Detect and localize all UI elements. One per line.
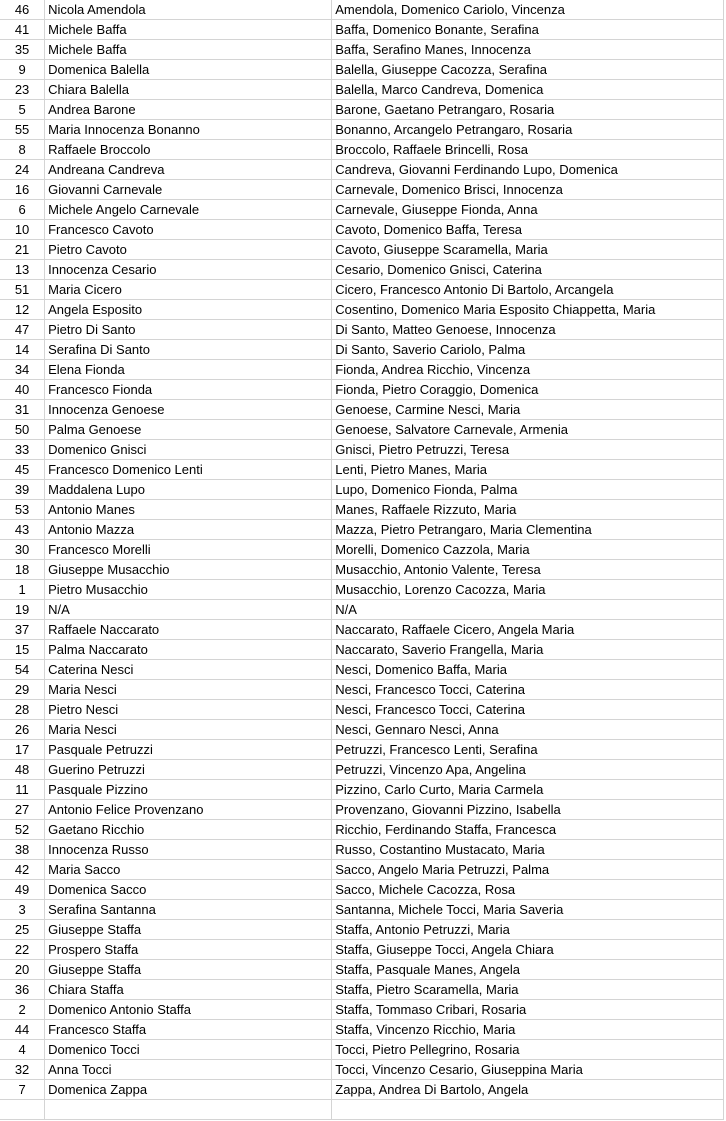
table-row bbox=[0, 40, 724, 60]
id-cell[interactable]: 52 bbox=[0, 820, 45, 840]
parents-cell[interactable]: Carnevale, Domenico Brisci, Innocenza bbox=[332, 180, 724, 200]
table-row bbox=[0, 600, 724, 620]
id-cell[interactable] bbox=[0, 1100, 45, 1120]
id-cell[interactable]: 40 bbox=[0, 380, 45, 400]
parents-cell[interactable]: N/A bbox=[332, 600, 724, 620]
table-row bbox=[0, 280, 724, 300]
name-cell[interactable]: Pietro Nesci bbox=[45, 700, 332, 720]
name-cell[interactable]: Nicola Amendola bbox=[45, 0, 332, 20]
table-row bbox=[0, 380, 724, 400]
table-row bbox=[0, 440, 724, 460]
parents-cell[interactable]: Tocci, Pietro Pellegrino, Rosaria bbox=[332, 1040, 724, 1060]
id-cell[interactable]: 7 bbox=[0, 1080, 45, 1100]
table-row bbox=[0, 360, 724, 380]
name-cell[interactable]: Maria Nesci bbox=[45, 720, 332, 740]
parents-cell[interactable]: Naccarato, Raffaele Cicero, Angela Maria bbox=[332, 620, 724, 640]
name-cell[interactable]: Maria Nesci bbox=[45, 680, 332, 700]
parents-cell[interactable]: Musacchio, Lorenzo Cacozza, Maria bbox=[332, 580, 724, 600]
id-cell[interactable]: 51 bbox=[0, 280, 45, 300]
id-cell[interactable]: 11 bbox=[0, 780, 45, 800]
name-cell[interactable]: Caterina Nesci bbox=[45, 660, 332, 680]
name-cell[interactable]: Innocenza Russo bbox=[45, 840, 332, 860]
table-row bbox=[0, 1100, 724, 1120]
name-cell[interactable]: Anna Tocci bbox=[45, 1060, 332, 1080]
name-cell[interactable]: Michele Baffa bbox=[45, 40, 332, 60]
name-cell[interactable]: Domenico Gnisci bbox=[45, 440, 332, 460]
id-cell[interactable]: 22 bbox=[0, 940, 45, 960]
parents-cell[interactable]: Cicero, Francesco Antonio Di Bartolo, Arcangela bbox=[332, 280, 724, 300]
name-cell[interactable]: Chiara Staffa bbox=[45, 980, 332, 1000]
table-row bbox=[0, 960, 724, 980]
table-row bbox=[0, 920, 724, 940]
parents-cell[interactable]: Staffa, Pasquale Manes, Angela bbox=[332, 960, 724, 980]
table-row bbox=[0, 1040, 724, 1060]
name-cell[interactable]: Maria Sacco bbox=[45, 860, 332, 880]
name-cell[interactable]: Giuseppe Staffa bbox=[45, 960, 332, 980]
name-cell[interactable]: Angela Esposito bbox=[45, 300, 332, 320]
parents-cell[interactable]: Staffa, Vincenzo Ricchio, Maria bbox=[332, 1020, 724, 1040]
id-cell[interactable]: 33 bbox=[0, 440, 45, 460]
id-cell[interactable]: 32 bbox=[0, 1060, 45, 1080]
parents-cell[interactable]: Gnisci, Pietro Petruzzi, Teresa bbox=[332, 440, 724, 460]
parents-cell[interactable]: Cesario, Domenico Gnisci, Caterina bbox=[332, 260, 724, 280]
id-cell[interactable]: 48 bbox=[0, 760, 45, 780]
id-cell[interactable]: 37 bbox=[0, 620, 45, 640]
table-row bbox=[0, 560, 724, 580]
table-row bbox=[0, 480, 724, 500]
parents-cell[interactable]: Staffa, Antonio Petruzzi, Maria bbox=[332, 920, 724, 940]
table-row bbox=[0, 580, 724, 600]
table-row bbox=[0, 780, 724, 800]
parents-cell[interactable]: Fionda, Andrea Ricchio, Vincenza bbox=[332, 360, 724, 380]
parents-cell[interactable]: Genoese, Carmine Nesci, Maria bbox=[332, 400, 724, 420]
table-row bbox=[0, 140, 724, 160]
id-cell[interactable]: 28 bbox=[0, 700, 45, 720]
name-cell[interactable]: Antonio Mazza bbox=[45, 520, 332, 540]
parents-cell[interactable]: Manes, Raffaele Rizzuto, Maria bbox=[332, 500, 724, 520]
table-row bbox=[0, 220, 724, 240]
parents-cell[interactable]: Sacco, Angelo Maria Petruzzi, Palma bbox=[332, 860, 724, 880]
id-cell[interactable]: 27 bbox=[0, 800, 45, 820]
name-cell[interactable]: Antonio Felice Provenzano bbox=[45, 800, 332, 820]
parents-cell[interactable]: Sacco, Michele Cacozza, Rosa bbox=[332, 880, 724, 900]
table-row bbox=[0, 520, 724, 540]
table-row bbox=[0, 500, 724, 520]
parents-cell[interactable]: Amendola, Domenico Cariolo, Vincenza bbox=[332, 0, 724, 20]
name-cell[interactable]: Palma Genoese bbox=[45, 420, 332, 440]
id-cell[interactable]: 3 bbox=[0, 900, 45, 920]
parents-cell[interactable]: Naccarato, Saverio Frangella, Maria bbox=[332, 640, 724, 660]
name-cell[interactable]: Raffaele Naccarato bbox=[45, 620, 332, 640]
table-row bbox=[0, 880, 724, 900]
table-row bbox=[0, 760, 724, 780]
table-row bbox=[0, 80, 724, 100]
name-cell[interactable]: Guerino Petruzzi bbox=[45, 760, 332, 780]
id-cell[interactable]: 54 bbox=[0, 660, 45, 680]
id-cell[interactable]: 25 bbox=[0, 920, 45, 940]
name-cell[interactable]: Serafina Di Santo bbox=[45, 340, 332, 360]
name-cell[interactable]: Maria Innocenza Bonanno bbox=[45, 120, 332, 140]
parents-cell[interactable]: Balella, Giuseppe Cacozza, Serafina bbox=[332, 60, 724, 80]
name-cell[interactable]: Michele Angelo Carnevale bbox=[45, 200, 332, 220]
name-cell[interactable]: Francesco Staffa bbox=[45, 1020, 332, 1040]
parents-cell[interactable]: Carnevale, Giuseppe Fionda, Anna bbox=[332, 200, 724, 220]
id-cell[interactable]: 34 bbox=[0, 360, 45, 380]
parents-cell[interactable]: Petruzzi, Francesco Lenti, Serafina bbox=[332, 740, 724, 760]
name-cell[interactable]: N/A bbox=[45, 600, 332, 620]
id-cell[interactable]: 21 bbox=[0, 240, 45, 260]
table-row bbox=[0, 1000, 724, 1020]
name-cell[interactable]: Francesco Domenico Lenti bbox=[45, 460, 332, 480]
table-row bbox=[0, 660, 724, 680]
table-row bbox=[0, 700, 724, 720]
name-cell[interactable]: Domenica Balella bbox=[45, 60, 332, 80]
id-cell[interactable]: 39 bbox=[0, 480, 45, 500]
name-cell[interactable]: Antonio Manes bbox=[45, 500, 332, 520]
parents-cell[interactable]: Baffa, Serafino Manes, Innocenza bbox=[332, 40, 724, 60]
name-cell[interactable]: Domenica Zappa bbox=[45, 1080, 332, 1100]
id-cell[interactable]: 41 bbox=[0, 20, 45, 40]
name-cell[interactable]: Chiara Balella bbox=[45, 80, 332, 100]
table-row bbox=[0, 860, 724, 880]
parents-cell[interactable]: Balella, Marco Candreva, Domenica bbox=[332, 80, 724, 100]
parents-cell[interactable] bbox=[332, 1100, 724, 1120]
id-cell[interactable]: 13 bbox=[0, 260, 45, 280]
parents-cell[interactable]: Nesci, Gennaro Nesci, Anna bbox=[332, 720, 724, 740]
id-cell[interactable]: 17 bbox=[0, 740, 45, 760]
id-cell[interactable]: 24 bbox=[0, 160, 45, 180]
id-cell[interactable]: 19 bbox=[0, 600, 45, 620]
parents-cell[interactable]: Nesci, Francesco Tocci, Caterina bbox=[332, 680, 724, 700]
id-cell[interactable]: 50 bbox=[0, 420, 45, 440]
id-cell[interactable]: 30 bbox=[0, 540, 45, 560]
name-cell[interactable]: Michele Baffa bbox=[45, 20, 332, 40]
parents-cell[interactable]: Tocci, Vincenzo Cesario, Giuseppina Maria bbox=[332, 1060, 724, 1080]
name-cell[interactable]: Francesco Fionda bbox=[45, 380, 332, 400]
parents-cell[interactable]: Genoese, Salvatore Carnevale, Armenia bbox=[332, 420, 724, 440]
id-cell[interactable]: 36 bbox=[0, 980, 45, 1000]
name-cell[interactable]: Pietro Cavoto bbox=[45, 240, 332, 260]
id-cell[interactable]: 5 bbox=[0, 100, 45, 120]
parents-cell[interactable]: Cavoto, Giuseppe Scaramella, Maria bbox=[332, 240, 724, 260]
parents-cell[interactable]: Di Santo, Saverio Cariolo, Palma bbox=[332, 340, 724, 360]
id-cell[interactable]: 1 bbox=[0, 580, 45, 600]
id-cell[interactable]: 42 bbox=[0, 860, 45, 880]
table-row bbox=[0, 800, 724, 820]
parents-cell[interactable]: Staffa, Tommaso Cribari, Rosaria bbox=[332, 1000, 724, 1020]
name-cell[interactable]: Giovanni Carnevale bbox=[45, 180, 332, 200]
name-cell[interactable]: Pietro Musacchio bbox=[45, 580, 332, 600]
name-cell[interactable]: Elena Fionda bbox=[45, 360, 332, 380]
table-row bbox=[0, 20, 724, 40]
id-cell[interactable]: 16 bbox=[0, 180, 45, 200]
name-cell[interactable]: Pietro Di Santo bbox=[45, 320, 332, 340]
table-row bbox=[0, 240, 724, 260]
table-row bbox=[0, 460, 724, 480]
name-cell[interactable]: Andrea Barone bbox=[45, 100, 332, 120]
name-cell[interactable]: Palma Naccarato bbox=[45, 640, 332, 660]
parents-cell[interactable]: Ricchio, Ferdinando Staffa, Francesca bbox=[332, 820, 724, 840]
name-cell[interactable]: Domenica Sacco bbox=[45, 880, 332, 900]
name-cell[interactable]: Maddalena Lupo bbox=[45, 480, 332, 500]
id-cell[interactable]: 45 bbox=[0, 460, 45, 480]
parents-cell[interactable]: Provenzano, Giovanni Pizzino, Isabella bbox=[332, 800, 724, 820]
name-cell[interactable]: Domenico Tocci bbox=[45, 1040, 332, 1060]
parents-cell[interactable]: Petruzzi, Vincenzo Apa, Angelina bbox=[332, 760, 724, 780]
name-cell[interactable]: Pasquale Pizzino bbox=[45, 780, 332, 800]
table-row bbox=[0, 400, 724, 420]
table-row bbox=[0, 1080, 724, 1100]
table-row bbox=[0, 740, 724, 760]
id-cell[interactable]: 46 bbox=[0, 0, 45, 20]
table-row bbox=[0, 900, 724, 920]
table-row bbox=[0, 1060, 724, 1080]
parents-cell[interactable]: Zappa, Andrea Di Bartolo, Angela bbox=[332, 1080, 724, 1100]
parents-cell[interactable]: Fionda, Pietro Coraggio, Domenica bbox=[332, 380, 724, 400]
id-cell[interactable]: 6 bbox=[0, 200, 45, 220]
table-row bbox=[0, 340, 724, 360]
table-row bbox=[0, 180, 724, 200]
name-cell[interactable]: Andreana Candreva bbox=[45, 160, 332, 180]
id-cell[interactable]: 49 bbox=[0, 880, 45, 900]
parents-cell[interactable]: Candreva, Giovanni Ferdinando Lupo, Domenica bbox=[332, 160, 724, 180]
name-cell[interactable]: Prospero Staffa bbox=[45, 940, 332, 960]
parents-cell[interactable]: Russo, Costantino Mustacato, Maria bbox=[332, 840, 724, 860]
table-row bbox=[0, 160, 724, 180]
parents-cell[interactable]: Staffa, Giuseppe Tocci, Angela Chiara bbox=[332, 940, 724, 960]
id-cell[interactable]: 29 bbox=[0, 680, 45, 700]
parents-cell[interactable]: Santanna, Michele Tocci, Maria Saveria bbox=[332, 900, 724, 920]
name-cell[interactable]: Giuseppe Staffa bbox=[45, 920, 332, 940]
parents-cell[interactable]: Baffa, Domenico Bonante, Serafina bbox=[332, 20, 724, 40]
id-cell[interactable]: 12 bbox=[0, 300, 45, 320]
id-cell[interactable]: 55 bbox=[0, 120, 45, 140]
id-cell[interactable]: 44 bbox=[0, 1020, 45, 1040]
parents-cell[interactable]: Morelli, Domenico Cazzola, Maria bbox=[332, 540, 724, 560]
parents-cell[interactable]: Cosentino, Domenico Maria Esposito Chiappetta, Maria bbox=[332, 300, 724, 320]
id-cell[interactable]: 2 bbox=[0, 1000, 45, 1020]
id-cell[interactable]: 10 bbox=[0, 220, 45, 240]
id-cell[interactable]: 9 bbox=[0, 60, 45, 80]
id-cell[interactable]: 38 bbox=[0, 840, 45, 860]
parents-cell[interactable]: Lupo, Domenico Fionda, Palma bbox=[332, 480, 724, 500]
table-row bbox=[0, 620, 724, 640]
table-row bbox=[0, 1020, 724, 1040]
parents-cell[interactable]: Mazza, Pietro Petrangaro, Maria Clementina bbox=[332, 520, 724, 540]
name-cell[interactable]: Raffaele Broccolo bbox=[45, 140, 332, 160]
id-cell[interactable]: 4 bbox=[0, 1040, 45, 1060]
parents-cell[interactable]: Lenti, Pietro Manes, Maria bbox=[332, 460, 724, 480]
parents-cell[interactable]: Bonanno, Arcangelo Petrangaro, Rosaria bbox=[332, 120, 724, 140]
id-cell[interactable]: 47 bbox=[0, 320, 45, 340]
name-cell[interactable] bbox=[45, 1100, 332, 1120]
name-cell[interactable]: Innocenza Genoese bbox=[45, 400, 332, 420]
table-row bbox=[0, 260, 724, 280]
name-cell[interactable]: Serafina Santanna bbox=[45, 900, 332, 920]
table-row bbox=[0, 300, 724, 320]
table-row bbox=[0, 200, 724, 220]
id-cell[interactable]: 20 bbox=[0, 960, 45, 980]
name-cell[interactable]: Francesco Cavoto bbox=[45, 220, 332, 240]
id-cell[interactable]: 8 bbox=[0, 140, 45, 160]
id-cell[interactable]: 23 bbox=[0, 80, 45, 100]
parents-cell[interactable]: Broccolo, Raffaele Brincelli, Rosa bbox=[332, 140, 724, 160]
id-cell[interactable]: 26 bbox=[0, 720, 45, 740]
parents-cell[interactable]: Nesci, Domenico Baffa, Maria bbox=[332, 660, 724, 680]
name-cell[interactable]: Maria Cicero bbox=[45, 280, 332, 300]
table-row bbox=[0, 720, 724, 740]
parents-cell[interactable]: Pizzino, Carlo Curto, Maria Carmela bbox=[332, 780, 724, 800]
name-cell[interactable]: Pasquale Petruzzi bbox=[45, 740, 332, 760]
parents-cell[interactable]: Musacchio, Antonio Valente, Teresa bbox=[332, 560, 724, 580]
table-row bbox=[0, 940, 724, 960]
table-row bbox=[0, 640, 724, 660]
parents-cell[interactable]: Staffa, Pietro Scaramella, Maria bbox=[332, 980, 724, 1000]
table-row bbox=[0, 820, 724, 840]
name-cell[interactable]: Francesco Morelli bbox=[45, 540, 332, 560]
name-cell[interactable]: Giuseppe Musacchio bbox=[45, 560, 332, 580]
parents-cell[interactable]: Di Santo, Matteo Genoese, Innocenza bbox=[332, 320, 724, 340]
id-cell[interactable]: 43 bbox=[0, 520, 45, 540]
name-cell[interactable]: Innocenza Cesario bbox=[45, 260, 332, 280]
table-row bbox=[0, 540, 724, 560]
table-row bbox=[0, 420, 724, 440]
table-row bbox=[0, 840, 724, 860]
id-cell[interactable]: 35 bbox=[0, 40, 45, 60]
table-row bbox=[0, 320, 724, 340]
id-cell[interactable]: 14 bbox=[0, 340, 45, 360]
table-row bbox=[0, 100, 724, 120]
table-row bbox=[0, 120, 724, 140]
name-cell[interactable]: Domenico Antonio Staffa bbox=[45, 1000, 332, 1020]
id-cell[interactable]: 31 bbox=[0, 400, 45, 420]
name-cell[interactable]: Gaetano Ricchio bbox=[45, 820, 332, 840]
parents-cell[interactable]: Barone, Gaetano Petrangaro, Rosaria bbox=[332, 100, 724, 120]
parents-cell[interactable]: Cavoto, Domenico Baffa, Teresa bbox=[332, 220, 724, 240]
table-row bbox=[0, 980, 724, 1000]
id-cell[interactable]: 53 bbox=[0, 500, 45, 520]
table-row bbox=[0, 60, 724, 80]
id-cell[interactable]: 18 bbox=[0, 560, 45, 580]
id-cell[interactable]: 15 bbox=[0, 640, 45, 660]
parents-cell[interactable]: Nesci, Francesco Tocci, Caterina bbox=[332, 700, 724, 720]
table-row bbox=[0, 680, 724, 700]
table-row bbox=[0, 0, 724, 20]
